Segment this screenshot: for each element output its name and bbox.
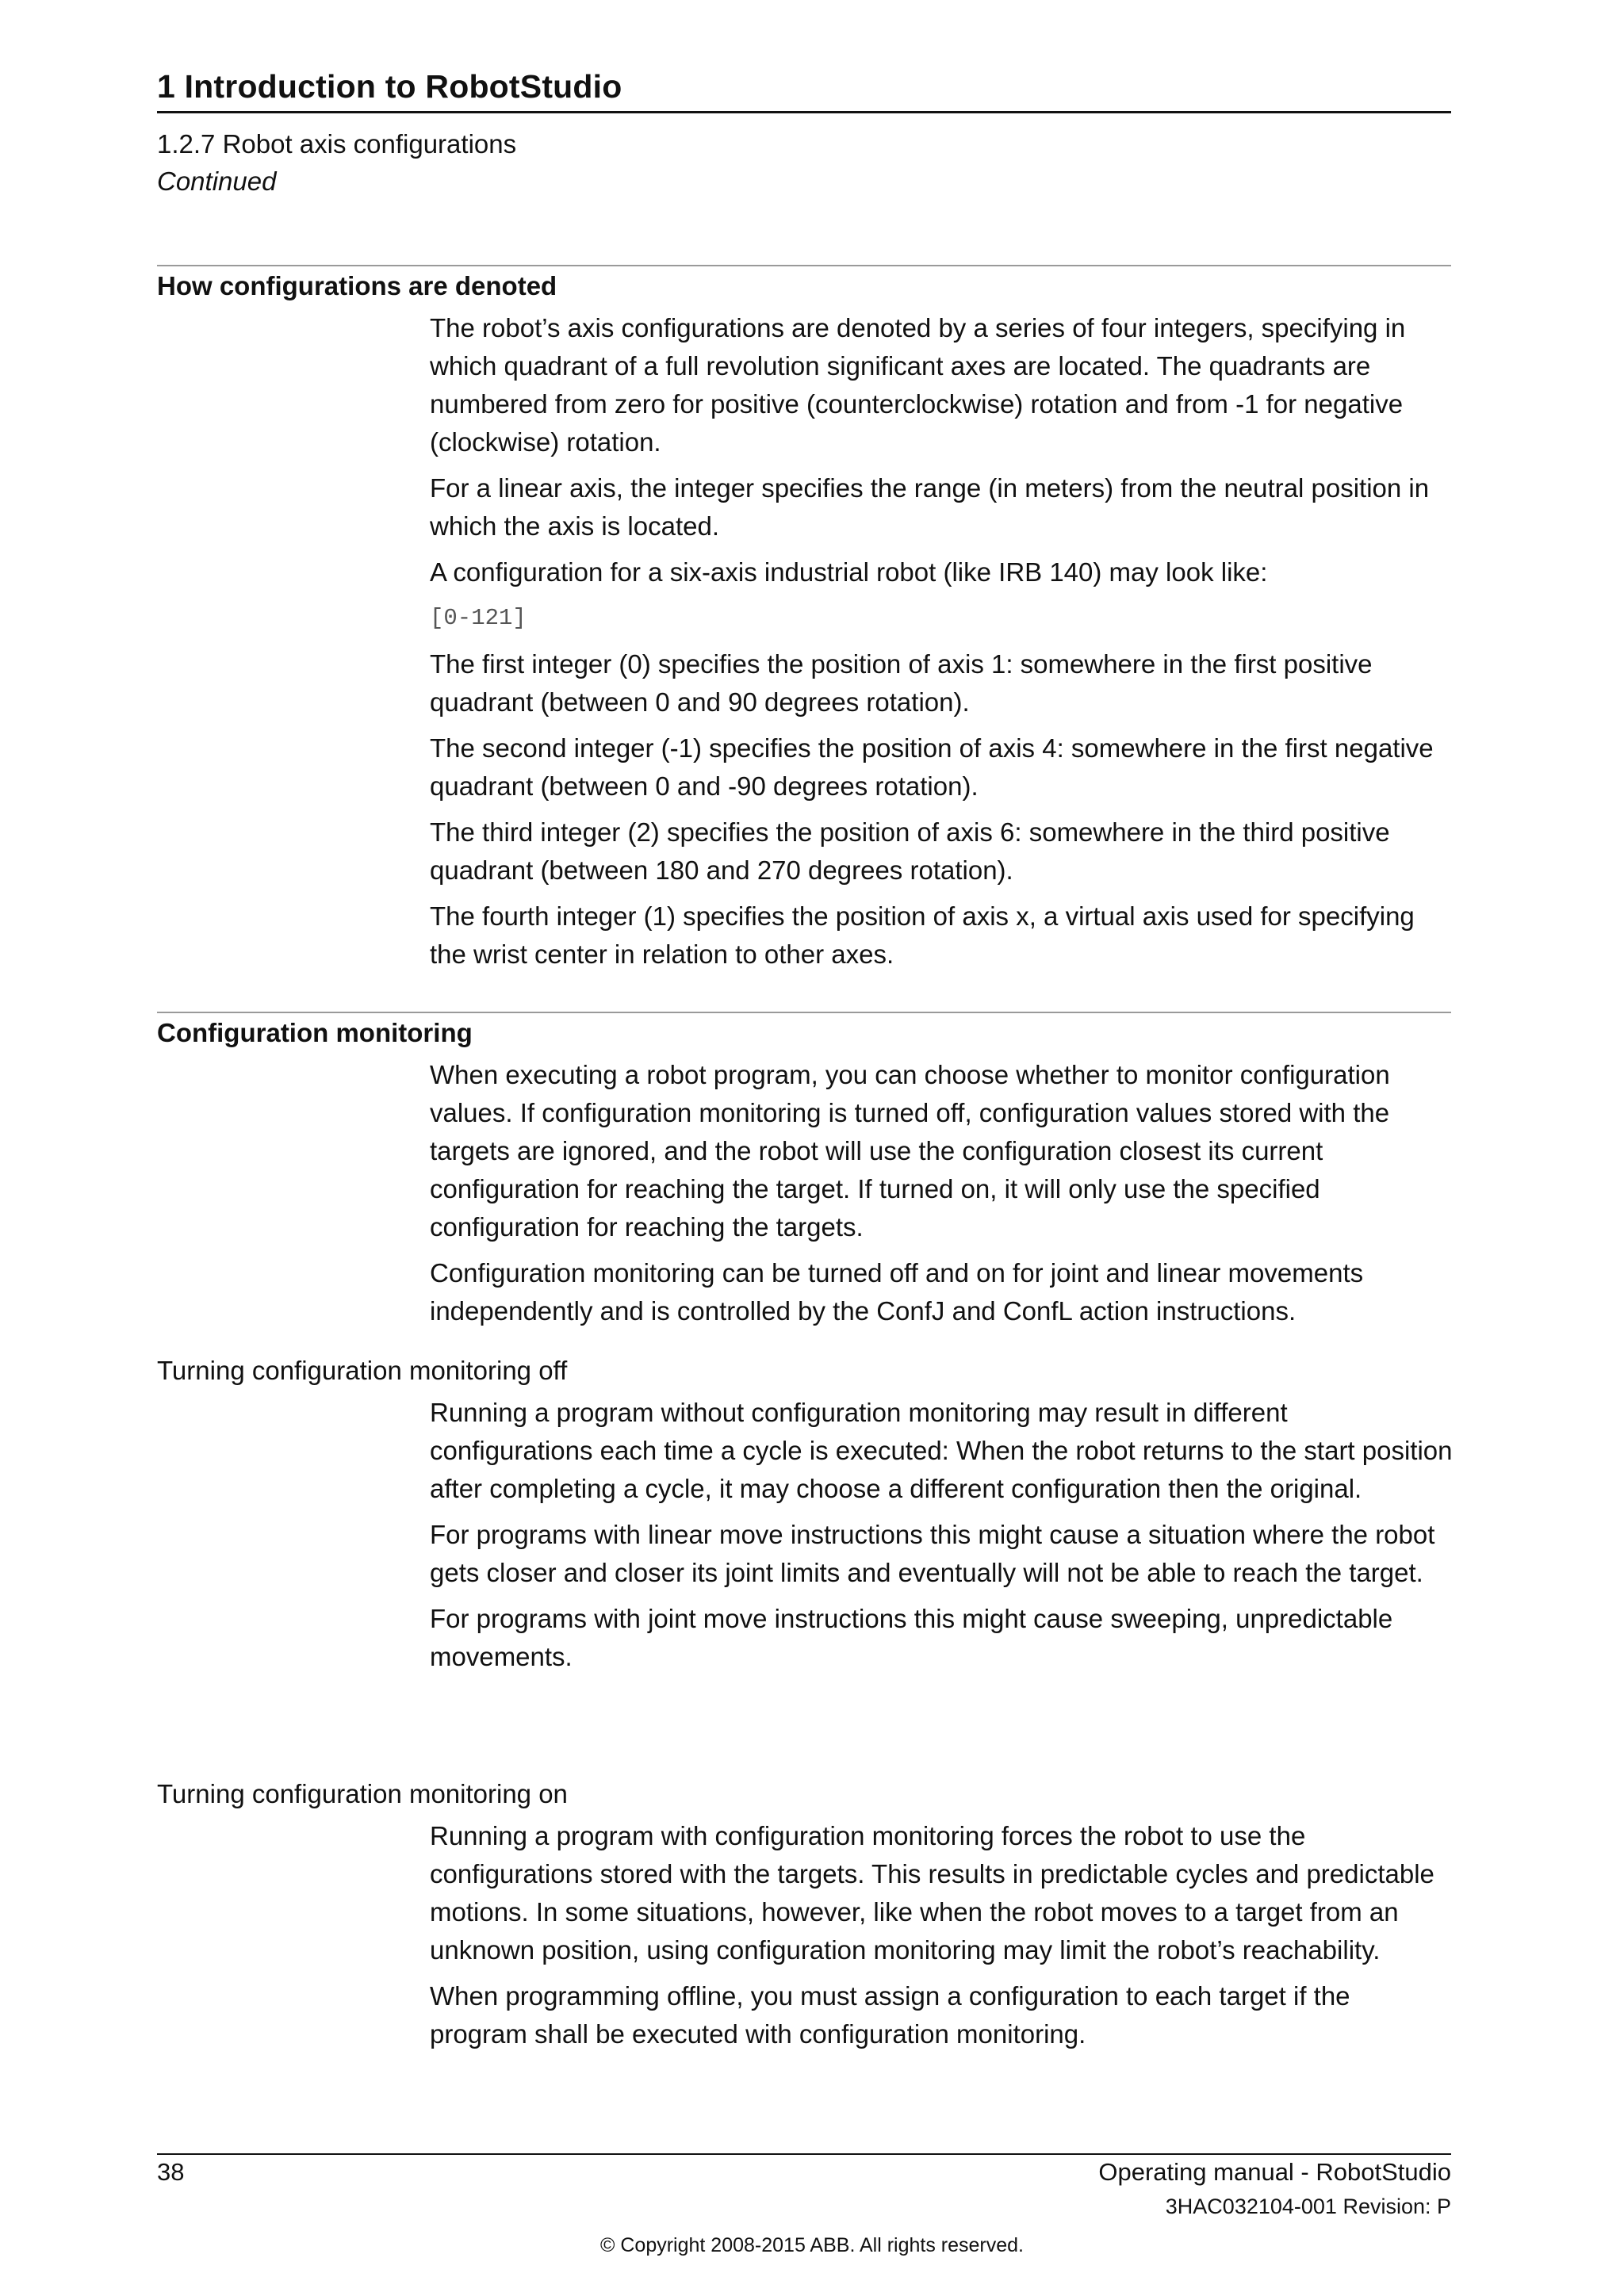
copyright-notice: © Copyright 2008-2015 ABB. All rights reserved. [600,2234,1024,2256]
subsection-body-on [430,1817,1453,2061]
section-reference: 1.2.7 Robot axis configurations [157,129,517,159]
paragraph: For programs with joint move instructions this might cause sweeping, unpredictable movements. [430,1604,1393,1671]
section-body-monitoring [430,1056,1453,1338]
paragraph: A configuration for a six-axis industrial robot (like IRB 140) may look like: [430,557,1268,587]
paragraph: The third integer (2) specifies the position of axis 6: somewhere in the third positive quadrant (between 180 and 270 degrees rotation). [430,817,1390,885]
page-number: 38 [157,2158,185,2186]
subsection-heading-off: Turning configuration monitoring off [157,1356,568,1385]
paragraph: The first integer (0) specifies the position of axis 1: somewhere in the first positive quadrant (between 0 and 90 degrees rotation). [430,649,1373,717]
paragraph: The robot’s axis configurations are denoted by a series of four integers, specifying in which quadrant of a full revolution significant axes are located. The quadrants are numbered from zero for positive (counterclockwise) rotation and from -1 for negative (clockwise) rotation. [430,313,1406,457]
section-heading-denoted: How configurations are denoted [157,271,557,300]
paragraph: Running a program without configuration monitoring may result in different configurations each time a cycle is executed: When the robot returns to the start position after completing a cycle, it may choose a different configuration then the original. [430,1398,1453,1503]
document-id: 3HAC032104-001 Revision: P [1165,2195,1451,2218]
paragraph: For a linear axis, the integer specifies the range (in meters) from the neutral position in which the axis is located. [430,473,1430,541]
paragraph: When executing a robot program, you can choose whether to monitor configuration values. If configuration monitoring is turned off, configuration values stored with the targets are ignored, and the robot will use the configuration closest its current configuration for reaching the target. If turned on, it will only use the specified configuration for reaching the targets. [430,1060,1390,1242]
section-body-denoted [430,309,1453,982]
paragraph: For programs with linear move instructions this might cause a situation where the robot gets closer and closer its joint limits and eventually will not be able to reach the target. [430,1520,1435,1587]
manual-name: Operating manual - RobotStudio [1098,2158,1451,2186]
section-divider [157,1012,1451,1013]
subsection-body-off [430,1394,1453,1684]
continued-label: Continued [157,166,277,196]
paragraph: The fourth integer (1) specifies the position of axis x, a virtual axis used for specifying the wrist center in relation to other axes. [430,901,1415,969]
header-divider [157,111,1451,113]
chapter-title: 1 Introduction to RobotStudio [157,68,622,105]
footer-divider [157,2153,1451,2155]
paragraph: Configuration monitoring can be turned off and on for joint and linear movements independently and is controlled by the ConfJ and ConfL action instructions. [430,1258,1364,1326]
section-heading-monitoring: Configuration monitoring [157,1018,473,1047]
section-divider [157,265,1451,266]
paragraph: When programming offline, you must assign a configuration to each target if the program shall be executed with configuration monitoring. [430,1981,1350,2049]
config-code-example: [0-121] [430,605,527,631]
paragraph: The second integer (-1) specifies the position of axis 4: somewhere in the first negative quadrant (between 0 and -90 degrees rotation). [430,733,1434,801]
paragraph: Running a program with configuration monitoring forces the robot to use the configurations stored with the targets. This results in predictable cycles and predictable motions. In some situations, however, like when the robot moves to a target from an unknown position, using configuration monitoring may limit the robot’s reachability. [430,1821,1434,1965]
subsection-heading-on: Turning configuration monitoring on [157,1779,568,1808]
